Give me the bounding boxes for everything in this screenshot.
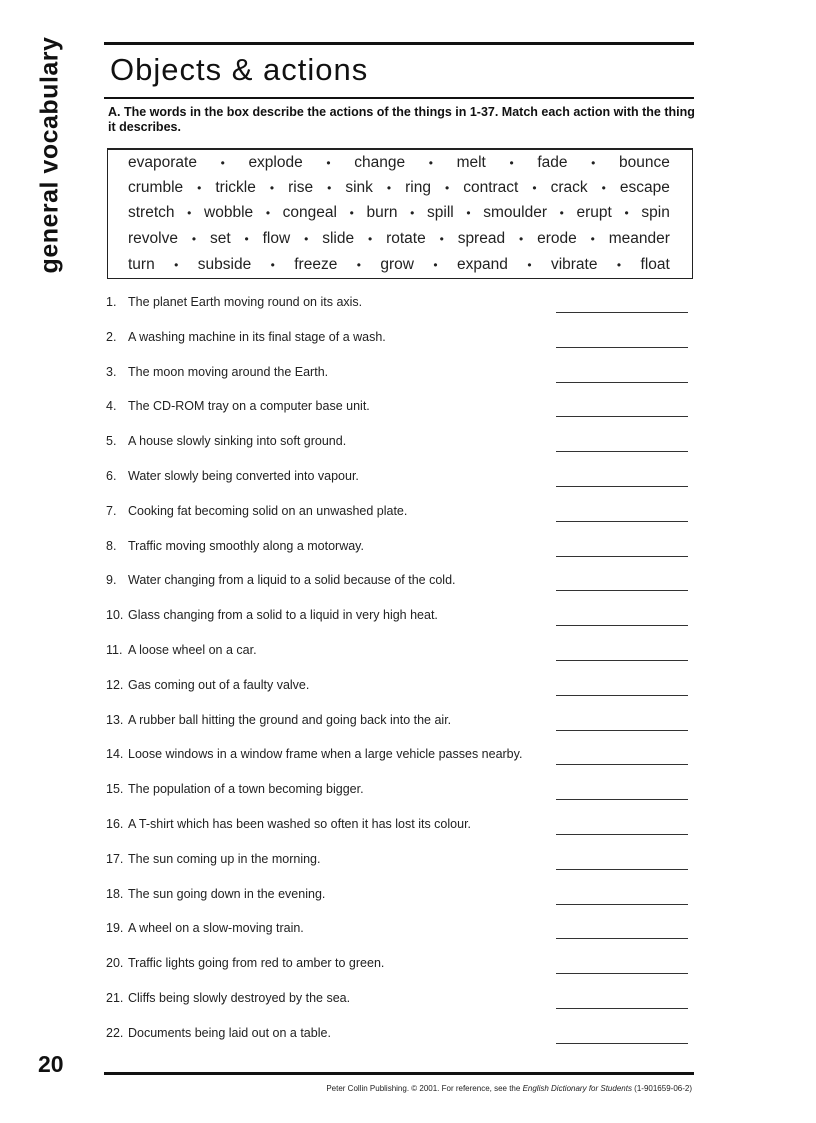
bullet-separator: • — [532, 181, 537, 195]
word-option: turn — [128, 256, 155, 273]
word-option: melt — [456, 154, 486, 171]
bullet-separator: • — [191, 232, 197, 246]
question-text: A washing machine in its final stage of a wash. — [128, 329, 386, 344]
answer-line[interactable] — [556, 834, 688, 835]
word-row — [128, 204, 670, 222]
bullet-separator: • — [367, 232, 373, 246]
bullet-separator: • — [616, 258, 622, 272]
question-number: 20. — [106, 956, 124, 971]
question-item — [106, 956, 692, 976]
question-number: 19. — [106, 921, 124, 936]
question-item — [106, 678, 692, 698]
question-text: A loose wheel on a car. — [128, 643, 257, 657]
answer-line[interactable] — [556, 730, 688, 731]
question-number: 4. — [106, 399, 117, 414]
word-option: ring — [405, 179, 431, 196]
word-option: freeze — [294, 256, 338, 273]
answer-line[interactable] — [556, 869, 688, 870]
question-item — [106, 330, 692, 350]
answer-line[interactable] — [556, 347, 688, 348]
question-item — [106, 399, 692, 419]
question-text: Traffic moving smoothly along a motorway. — [128, 538, 364, 553]
question-text: Cooking fat becoming solid on an unwashed plate. — [128, 503, 408, 518]
question-text: The sun coming up in the morning. — [128, 851, 321, 866]
word-option: escape — [619, 179, 670, 196]
answer-line[interactable] — [556, 660, 688, 661]
side-section-label-text: general vocabulary — [35, 36, 64, 274]
question-number: 14. — [106, 747, 124, 762]
bullet-separator: • — [349, 206, 354, 220]
question-item — [106, 608, 692, 628]
word-option: fade — [537, 154, 568, 171]
question-text: A house slowly sinking into soft ground. — [128, 434, 347, 449]
bullet-separator: • — [624, 206, 629, 220]
question-number: 21. — [106, 991, 124, 1005]
question-number: 2. — [106, 329, 117, 344]
footer-isbn: (1-901659-06-2) — [631, 1084, 692, 1093]
bullet-separator: • — [356, 258, 361, 272]
word-box — [107, 148, 693, 279]
word-option: flow — [262, 230, 291, 247]
bullet-separator: • — [304, 232, 309, 246]
word-row — [128, 230, 670, 248]
question-item — [106, 504, 692, 524]
word-option: bounce — [619, 154, 670, 171]
word-option: sink — [345, 179, 373, 196]
question-text: The sun going down in the evening. — [128, 886, 326, 901]
bullet-separator: • — [326, 156, 331, 170]
word-option: crumble — [128, 179, 184, 196]
word-option: expand — [457, 256, 508, 273]
question-item — [106, 852, 692, 872]
question-item — [106, 434, 692, 454]
question-number: 9. — [106, 573, 117, 588]
answer-line[interactable] — [556, 799, 688, 800]
top-rule — [104, 42, 694, 45]
word-option: subside — [197, 256, 252, 273]
question-number: 11. — [106, 643, 123, 657]
question-item — [106, 782, 692, 802]
answer-line[interactable] — [556, 904, 688, 905]
word-option: congeal — [282, 204, 337, 221]
footer-book-title: English Dictionary for Students — [522, 1084, 632, 1093]
question-text: The CD-ROM tray on a computer base unit. — [128, 399, 370, 414]
side-section-label — [20, 36, 80, 274]
answer-line[interactable] — [556, 382, 688, 383]
bullet-separator: • — [269, 181, 275, 195]
bottom-rule — [104, 1072, 694, 1075]
answer-line[interactable] — [556, 625, 688, 626]
word-option: contract — [463, 179, 519, 196]
word-row — [128, 256, 670, 274]
word-option: erupt — [576, 204, 612, 221]
question-item — [106, 539, 692, 559]
answer-line[interactable] — [556, 1008, 688, 1009]
question-item — [106, 747, 692, 767]
answer-line[interactable] — [556, 695, 688, 696]
question-text: Cliffs being slowly destroyed by the sea. — [128, 991, 351, 1005]
question-item — [106, 991, 692, 1011]
bullet-separator: • — [439, 232, 444, 246]
page-number: 20 — [38, 1051, 64, 1077]
word-option: spill — [427, 204, 454, 221]
question-item — [106, 295, 692, 315]
word-option: grow — [380, 256, 414, 273]
answer-line[interactable] — [556, 521, 688, 522]
title-rule — [104, 97, 694, 99]
question-text: Glass changing from a solid to a liquid in very high heat. — [128, 608, 438, 623]
word-option: rise — [288, 179, 314, 196]
bullet-separator: • — [559, 206, 564, 220]
word-option: set — [209, 230, 231, 247]
question-item — [106, 817, 692, 837]
word-option: crack — [550, 179, 588, 196]
question-item — [106, 365, 692, 385]
bullet-separator: • — [601, 181, 606, 195]
word-option: vibrate — [550, 256, 598, 273]
question-item — [106, 713, 692, 733]
word-option: evaporate — [128, 154, 197, 171]
question-text: Traffic lights going from red to amber to green. — [128, 956, 385, 971]
question-number: 17. — [106, 851, 124, 866]
answer-line[interactable] — [556, 312, 688, 313]
answer-line[interactable] — [556, 451, 688, 452]
question-number: 18. — [106, 886, 124, 901]
bullet-separator: • — [466, 206, 471, 220]
bullet-separator: • — [187, 206, 192, 220]
bullet-separator: • — [527, 258, 532, 272]
answer-line[interactable] — [556, 416, 688, 417]
question-number: 7. — [106, 503, 117, 518]
question-item — [106, 921, 692, 941]
footer-text: Peter Collin Publishing. © 2001. For reference, see the — [326, 1084, 523, 1093]
question-text: A T-shirt which has been washed so often it has lost its colour. — [128, 817, 472, 831]
question-text: Documents being laid out on a table. — [128, 1025, 331, 1040]
word-option: float — [640, 256, 670, 273]
word-option: revolve — [128, 230, 178, 247]
word-option: spin — [641, 204, 670, 221]
answer-line[interactable] — [556, 590, 688, 591]
word-option: trickle — [215, 179, 256, 196]
question-text: Loose windows in a window frame when a large vehicle passes nearby. — [128, 747, 523, 762]
word-option: stretch — [128, 204, 175, 221]
bullet-separator: • — [197, 181, 202, 195]
word-row — [128, 154, 670, 172]
bullet-separator: • — [410, 206, 415, 220]
word-option: wobble — [204, 204, 254, 221]
bullet-separator: • — [386, 181, 392, 195]
question-item — [106, 1026, 692, 1046]
bullet-separator: • — [270, 258, 275, 272]
exercise-instruction: A. The words in the box describe the actions of the things in 1-37. Match each action with the thing it describes. — [108, 105, 695, 134]
question-number: 10. — [106, 608, 124, 623]
question-number: 12. — [106, 677, 124, 692]
bullet-separator: • — [518, 232, 524, 246]
word-row — [128, 179, 670, 197]
page-title: Objects & actions — [110, 52, 369, 87]
answer-line[interactable] — [556, 556, 688, 557]
answer-line[interactable] — [556, 973, 688, 974]
word-option: change — [354, 154, 406, 171]
question-item — [106, 643, 692, 663]
question-text: Gas coming out of a faulty valve. — [128, 677, 310, 692]
bullet-separator: • — [433, 258, 438, 272]
word-option: smoulder — [483, 204, 547, 221]
question-item — [106, 469, 692, 489]
word-option: meander — [608, 230, 670, 247]
question-item — [106, 887, 692, 907]
footer-credit — [326, 1084, 692, 1093]
question-number: 16. — [106, 817, 124, 831]
word-option: explode — [248, 154, 303, 171]
word-option: rotate — [386, 230, 426, 247]
answer-line[interactable] — [556, 1043, 688, 1044]
word-option: burn — [366, 204, 398, 221]
bullet-separator: • — [244, 232, 249, 246]
bullet-separator: • — [428, 156, 433, 170]
question-item — [106, 573, 692, 593]
question-number: 8. — [106, 538, 117, 553]
word-option: slide — [322, 230, 355, 247]
question-text: Water changing from a liquid to a solid because of the cold. — [128, 573, 456, 588]
question-text: A rubber ball hitting the ground and going back into the air. — [128, 712, 452, 727]
word-option: spread — [457, 230, 506, 247]
bullet-separator: • — [445, 181, 450, 195]
bullet-separator: • — [174, 258, 179, 272]
question-number: 1. — [106, 295, 117, 309]
answer-line[interactable] — [556, 486, 688, 487]
bullet-separator: • — [509, 156, 514, 170]
bullet-separator: • — [265, 206, 271, 220]
question-text: Water slowly being converted into vapour. — [128, 469, 359, 483]
bullet-separator: • — [591, 156, 596, 170]
word-option: erode — [537, 230, 577, 247]
question-text: A wheel on a slow-moving train. — [128, 921, 304, 936]
bullet-separator: • — [327, 181, 332, 195]
question-number: 3. — [106, 364, 117, 379]
question-text: The population of a town becoming bigger. — [128, 782, 364, 797]
question-number: 6. — [106, 469, 117, 483]
answer-line[interactable] — [556, 938, 688, 939]
bullet-separator: • — [590, 232, 595, 246]
question-number: 22. — [106, 1025, 124, 1040]
bullet-separator: • — [220, 156, 225, 170]
question-text: The planet Earth moving round on its axis. — [128, 295, 363, 309]
answer-line[interactable] — [556, 764, 688, 765]
question-number: 5. — [106, 434, 117, 449]
question-number: 13. — [106, 712, 124, 727]
question-number: 15. — [106, 782, 124, 797]
question-text: The moon moving around the Earth. — [128, 364, 329, 379]
